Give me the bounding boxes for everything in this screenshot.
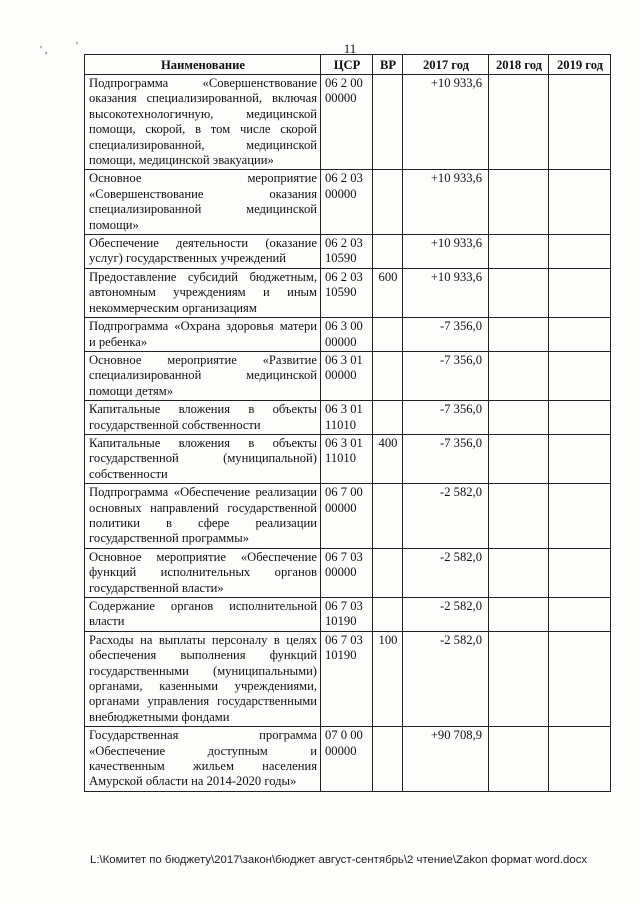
budget-table bbox=[84, 54, 611, 792]
row-vr: 100 bbox=[373, 631, 403, 726]
row-name: Основное мероприятие «Развитие специализированной медицинской помощи детям» bbox=[85, 351, 321, 400]
header-2018: 2018 год bbox=[489, 55, 549, 75]
row-2017: +10 933,6 bbox=[403, 235, 489, 269]
row-2019 bbox=[549, 484, 611, 549]
row-2019 bbox=[549, 351, 611, 400]
table-row bbox=[85, 484, 611, 549]
row-2019 bbox=[549, 318, 611, 352]
row-2018 bbox=[489, 75, 549, 170]
row-2019 bbox=[549, 598, 611, 632]
row-2019 bbox=[549, 434, 611, 483]
row-name: Расходы на выплаты персоналу в целях обеспечения выполнения функций государственными (муниципальными) органами, казенными учреждениями, органами управления государственными внебюджетными фондами bbox=[85, 631, 321, 726]
row-2018 bbox=[489, 318, 549, 352]
header-vr: ВР bbox=[373, 55, 403, 75]
row-csr: 06 7 03 10190 bbox=[321, 598, 373, 632]
row-name: Подпрограмма «Охрана здоровья матери и ребенка» bbox=[85, 318, 321, 352]
header-2019: 2019 год bbox=[549, 55, 611, 75]
table-row bbox=[85, 548, 611, 597]
table-row bbox=[85, 727, 611, 792]
row-2018 bbox=[489, 351, 549, 400]
row-csr: 06 2 00 00000 bbox=[321, 75, 373, 170]
row-name: Основное мероприятие «Обеспечение функций исполнительных органов государственной власти» bbox=[85, 548, 321, 597]
file-path-footer: L:\Комитет по бюджету\2017\закон\бюджет август-сентябрь\2 чтение\Zakon формат word.docx bbox=[90, 854, 588, 866]
row-csr: 06 2 03 10590 bbox=[321, 235, 373, 269]
row-vr bbox=[373, 170, 403, 235]
row-vr bbox=[373, 235, 403, 269]
row-csr: 06 3 01 11010 bbox=[321, 434, 373, 483]
row-name: Подпрограмма «Совершенствование оказания специализированной, включая высокотехнологичную, медицинской помощи, скорой, в том числе скорой специализированной, медицинской помощи, медицинской эвакуации» bbox=[85, 75, 321, 170]
table-row bbox=[85, 75, 611, 170]
row-2019 bbox=[549, 548, 611, 597]
row-vr bbox=[373, 548, 403, 597]
scan-mark: ' , bbox=[40, 44, 48, 56]
row-2017: -2 582,0 bbox=[403, 598, 489, 632]
row-vr bbox=[373, 484, 403, 549]
row-2017: -2 582,0 bbox=[403, 484, 489, 549]
row-2018 bbox=[489, 548, 549, 597]
row-csr: 06 3 01 00000 bbox=[321, 351, 373, 400]
row-2018 bbox=[489, 268, 549, 317]
row-2017: +10 933,6 bbox=[403, 170, 489, 235]
row-name: Государственная программа «Обеспечение доступным и качественным жильем населения Амурской области на 2014-2020 годы» bbox=[85, 727, 321, 792]
row-2018 bbox=[489, 484, 549, 549]
row-csr: 07 0 00 00000 bbox=[321, 727, 373, 792]
row-vr bbox=[373, 598, 403, 632]
row-2019 bbox=[549, 727, 611, 792]
row-csr: 06 7 03 00000 bbox=[321, 548, 373, 597]
row-vr: 400 bbox=[373, 434, 403, 483]
row-vr bbox=[373, 727, 403, 792]
row-2017: -2 582,0 bbox=[403, 548, 489, 597]
row-name: Основное мероприятие «Совершенствование оказания специализированной медицинской помощи» bbox=[85, 170, 321, 235]
row-vr bbox=[373, 318, 403, 352]
row-2019 bbox=[549, 75, 611, 170]
row-2017: +10 933,6 bbox=[403, 75, 489, 170]
row-name: Капитальные вложения в объекты государственной (муниципальной) собственности bbox=[85, 434, 321, 483]
row-name: Предоставление субсидий бюджетным, автономным учреждениям и иным некоммерческим организациям bbox=[85, 268, 321, 317]
row-vr bbox=[373, 351, 403, 400]
table-row bbox=[85, 318, 611, 352]
row-name: Капитальные вложения в объекты государственной собственности bbox=[85, 401, 321, 435]
row-2018 bbox=[489, 170, 549, 235]
row-2018 bbox=[489, 434, 549, 483]
table-row bbox=[85, 351, 611, 400]
row-2018 bbox=[489, 631, 549, 726]
row-2017: -7 356,0 bbox=[403, 351, 489, 400]
row-name: Обеспечение деятельности (оказание услуг) государственных учреждений bbox=[85, 235, 321, 269]
row-2019 bbox=[549, 235, 611, 269]
header-name: Наименование bbox=[85, 55, 321, 75]
table-row bbox=[85, 631, 611, 726]
table-row bbox=[85, 268, 611, 317]
row-csr: 06 2 03 10590 bbox=[321, 268, 373, 317]
row-2017: -2 582,0 bbox=[403, 631, 489, 726]
row-2019 bbox=[549, 401, 611, 435]
page-number: 11 bbox=[343, 41, 357, 56]
header-2017: 2017 год bbox=[403, 55, 489, 75]
row-csr: 06 3 00 00000 bbox=[321, 318, 373, 352]
row-2017: -7 356,0 bbox=[403, 401, 489, 435]
row-2019 bbox=[549, 631, 611, 726]
row-vr bbox=[373, 401, 403, 435]
row-2019 bbox=[549, 268, 611, 317]
row-2017: -7 356,0 bbox=[403, 318, 489, 352]
row-vr bbox=[373, 75, 403, 170]
row-csr: 06 7 00 00000 bbox=[321, 484, 373, 549]
table-row bbox=[85, 598, 611, 632]
row-2018 bbox=[489, 598, 549, 632]
row-2017: -7 356,0 bbox=[403, 434, 489, 483]
row-csr: 06 7 03 10190 bbox=[321, 631, 373, 726]
row-name: Содержание органов исполнительной власти bbox=[85, 598, 321, 632]
row-2018 bbox=[489, 401, 549, 435]
row-vr: 600 bbox=[373, 268, 403, 317]
row-2017: +90 708,9 bbox=[403, 727, 489, 792]
row-csr: 06 2 03 00000 bbox=[321, 170, 373, 235]
table-row bbox=[85, 170, 611, 235]
row-2017: +10 933,6 bbox=[403, 268, 489, 317]
row-csr: 06 3 01 11010 bbox=[321, 401, 373, 435]
table-header-row bbox=[85, 55, 611, 75]
table-row bbox=[85, 434, 611, 483]
row-2018 bbox=[489, 727, 549, 792]
row-name: Подпрограмма «Обеспечение реализации основных направлений государственной политики в сфере реализации государственной программы» bbox=[85, 484, 321, 549]
table-row bbox=[85, 235, 611, 269]
header-csr: ЦСР bbox=[321, 55, 373, 75]
scan-mark: ' bbox=[76, 40, 78, 52]
row-2018 bbox=[489, 235, 549, 269]
row-2019 bbox=[549, 170, 611, 235]
table-row bbox=[85, 401, 611, 435]
